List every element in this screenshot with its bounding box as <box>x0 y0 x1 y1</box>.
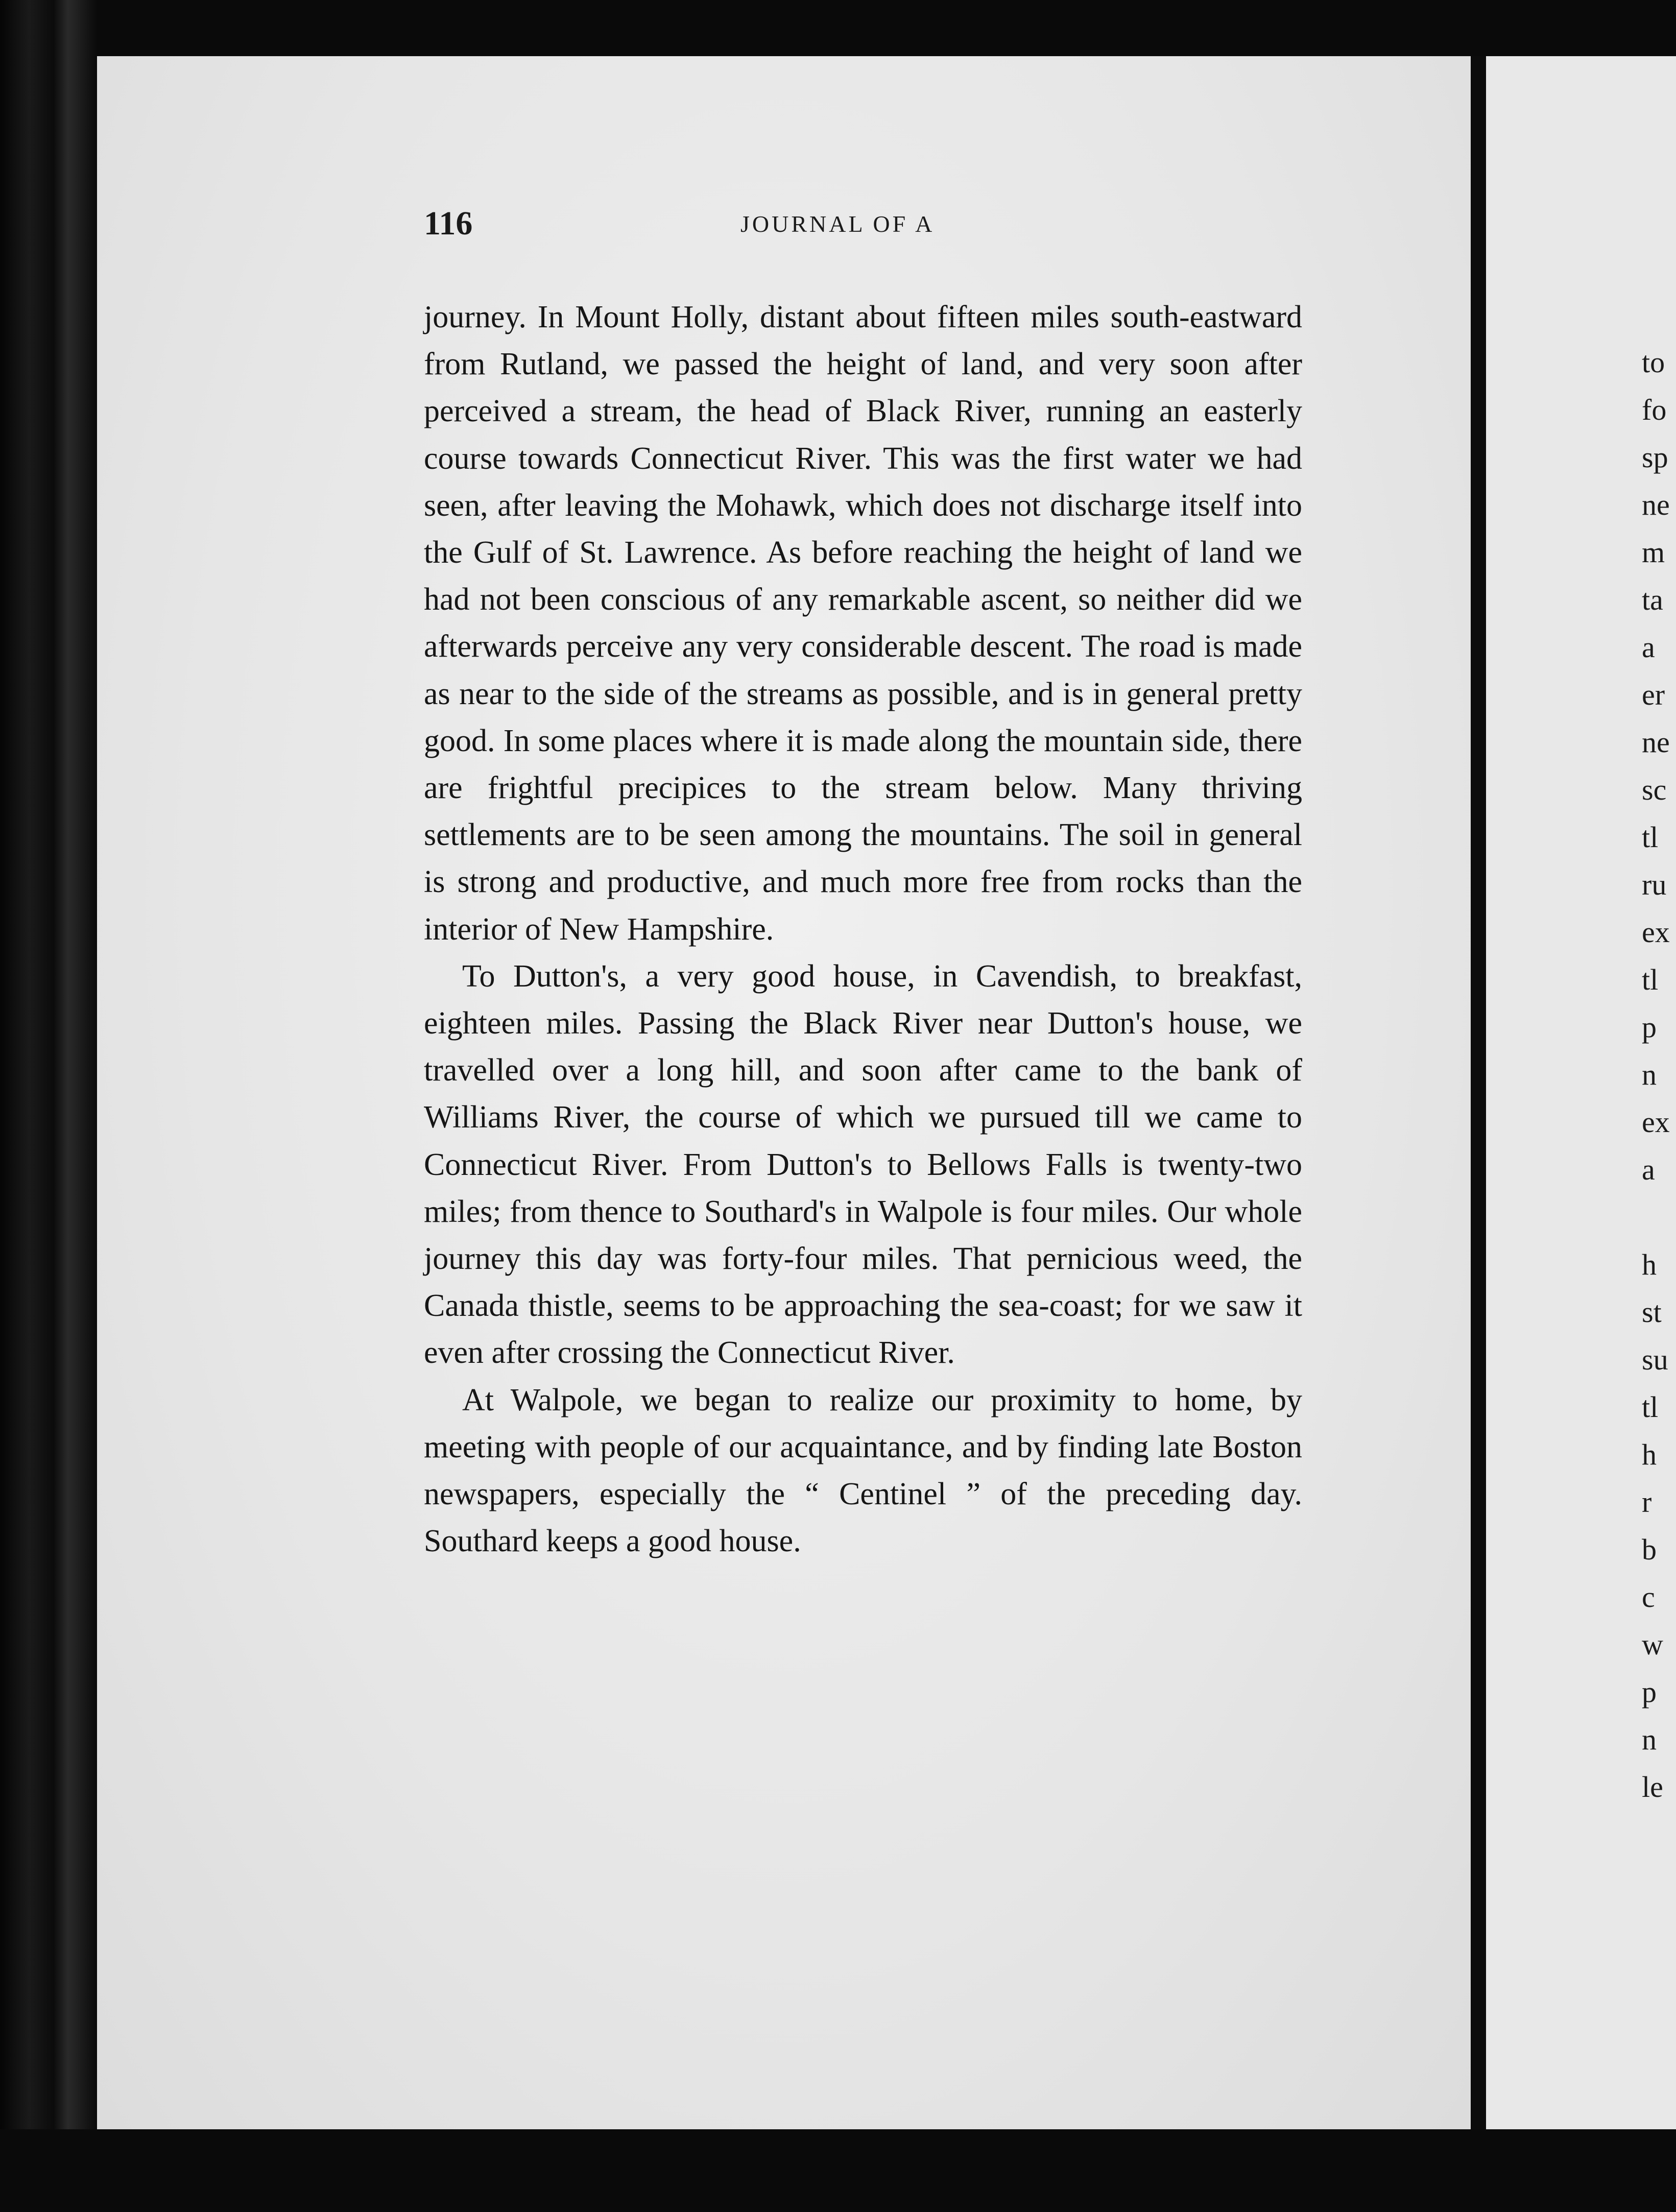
facing-page-fragment: c <box>1642 1580 1655 1614</box>
facing-page-fragment: ne <box>1642 488 1670 521</box>
facing-page-fragment: le <box>1642 1770 1663 1804</box>
facing-page-fragment: h <box>1642 1248 1657 1281</box>
facing-page-fragment: n <box>1642 1723 1657 1756</box>
facing-page-fragment: a <box>1642 1153 1655 1186</box>
scan-border-left <box>0 0 97 2212</box>
facing-page-fragment: b <box>1642 1533 1657 1566</box>
paragraph-1: journey. In Mount Holly, distant about fifteen miles south-eastward from Rutland, we passed the height of land, and very soon after perceived a stream, the head of Black River, running an easterly course towards Connecticut River. This was the first water we had seen, after leaving the Mohawk, which does not discharge itself into the Gulf of St. Lawrence. As before reaching the height of land we had not been conscious of any remarkable ascent, so neither did we afterwards perceive any very considerable descent. The road is made as near to the side of the streams as possible, and is in general pretty good. In some places where it is made along the mountain side, there are frightful precipices to the stream below. Many thriving settlements are to be seen among the mountains. The soil in general is strong and productive, and much more free from rocks than the interior of New Hampshire. <box>424 300 1302 947</box>
paragraph-2: To Dutton's, a very good house, in Cavendish, to breakfast, eighteen miles. Passing the Black River near Dutton's house, we travelled over a long hill, and soon after came to the bank of Williams River, the course of which we pursued till we came to Connecticut River. From Dutton's to Bellows Falls is twenty-two miles; from thence to Southard's in Walpole is four miles. Our whole journey this day was forty-four miles. That pernicious weed, the Canada thistle, seems to be approaching the sea-coast; for we saw it even after crossing the Connecticut River. <box>424 958 1302 1371</box>
facing-page-fragment: h <box>1642 1438 1657 1471</box>
facing-page-fragment: su <box>1642 1343 1668 1376</box>
paragraph-3: At Walpole, we began to realize our proximity to home, by meeting with people of our acquaintance, and by finding late Boston newspapers, especially the “ Centinel ” of the preceding day. Southard keeps a good house. <box>424 1382 1302 1559</box>
facing-page-fragment: tl <box>1642 963 1659 996</box>
scan-border-bottom <box>0 2129 1676 2212</box>
facing-page-fragment: ta <box>1642 583 1663 616</box>
facing-page-fragment: ne <box>1642 726 1670 759</box>
facing-page-fragment: tl <box>1642 1390 1659 1424</box>
facing-page-fragment: w <box>1642 1628 1663 1661</box>
facing-page-fragment: to <box>1642 346 1665 379</box>
page-gutter <box>1471 56 1486 2129</box>
facing-page-fragment: er <box>1642 678 1665 711</box>
facing-page-fragment: st <box>1642 1295 1662 1329</box>
facing-page-fragment: p <box>1642 1675 1657 1709</box>
facing-page-fragment: ex <box>1642 1105 1670 1139</box>
scan-border-top <box>0 0 1676 56</box>
facing-page-fragment: ex <box>1642 916 1670 949</box>
facing-page-fragment: p <box>1642 1011 1657 1044</box>
facing-page-fragment: fo <box>1642 393 1667 426</box>
facing-page-fragment: sp <box>1642 441 1668 474</box>
facing-page <box>1486 56 1676 2129</box>
facing-page-fragment: tl <box>1642 821 1659 854</box>
facing-page-fragment: r <box>1642 1485 1652 1519</box>
facing-page-fragment: a <box>1642 631 1655 664</box>
page-number: 116 <box>424 205 473 242</box>
page-header <box>424 204 1302 260</box>
facing-page-fragment: sc <box>1642 773 1667 806</box>
facing-page-fragment: m <box>1642 536 1665 569</box>
body-text <box>424 294 1302 1565</box>
facing-page-fragment: n <box>1642 1058 1657 1091</box>
running-head: JOURNAL OF A <box>740 211 935 237</box>
facing-page-fragment: ru <box>1642 868 1667 901</box>
